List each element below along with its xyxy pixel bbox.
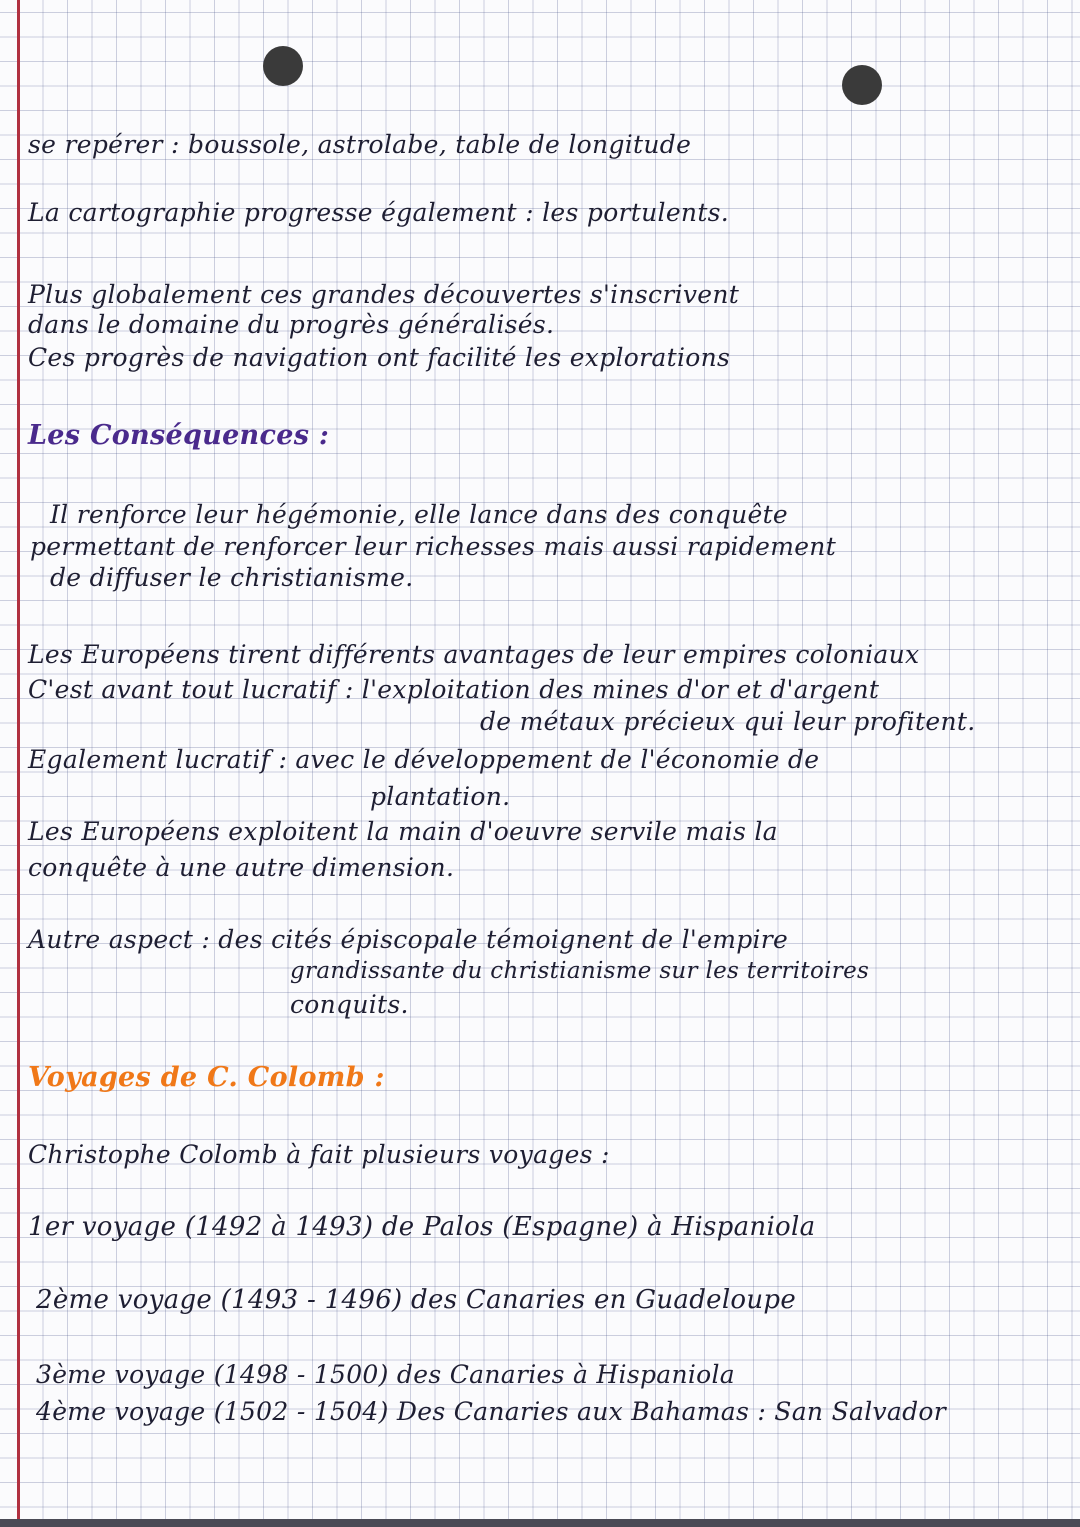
voyage-line: 4ème voyage (1502 - 1504) Des Canaries aux Bahamas : San Salvador bbox=[36, 1397, 947, 1426]
binder-hole-right bbox=[842, 65, 882, 105]
text-line: Autre aspect : des cités épiscopale témoignent de l'empire bbox=[28, 925, 789, 954]
text-line: permettant de renforcer leur richesses mais aussi rapidement bbox=[30, 532, 837, 561]
text-line: conquits. bbox=[290, 990, 409, 1019]
text-line: de diffuser le christianisme. bbox=[50, 563, 414, 592]
heading-consequences: Les Conséquences : bbox=[28, 420, 330, 451]
voyage-line: 3ème voyage (1498 - 1500) des Canaries à Hispaniola bbox=[36, 1360, 736, 1389]
text-line: Il renforce leur hégémonie, elle lance dans des conquête bbox=[50, 500, 789, 529]
text-line: plantation. bbox=[370, 782, 511, 811]
text-line: dans le domaine du progrès généralisés. bbox=[28, 310, 555, 339]
voyage-line: 2ème voyage (1493 - 1496) des Canaries en Guadeloupe bbox=[36, 1285, 797, 1315]
text-line: Plus globalement ces grandes découvertes s'inscrivent bbox=[28, 280, 740, 309]
text-line: Les Européens tirent différents avantages de leur empires coloniaux bbox=[28, 640, 920, 669]
text-line: grandissante du christianisme sur les territoires bbox=[290, 958, 870, 984]
text-line: C'est avant tout lucratif : l'exploitation des mines d'or et d'argent bbox=[28, 675, 880, 704]
text-line: de métaux précieux qui leur profitent. bbox=[480, 707, 976, 736]
text-line: Egalement lucratif : avec le développement de l'économie de bbox=[28, 745, 820, 774]
voyage-line: Christophe Colomb à fait plusieurs voyages : bbox=[28, 1140, 610, 1169]
voyage-line: 1er voyage (1492 à 1493) de Palos (Espagne) à Hispaniola bbox=[28, 1212, 816, 1242]
binder-hole-left bbox=[263, 46, 303, 86]
text-line: La cartographie progresse également : les portulents. bbox=[28, 198, 730, 227]
text-line: se repérer : boussole, astrolabe, table de longitude bbox=[28, 130, 692, 159]
text-line: Ces progrès de navigation ont facilité les explorations bbox=[28, 343, 731, 372]
text-line: Les Européens exploitent la main d'oeuvre servile mais la bbox=[28, 817, 778, 846]
margin-line bbox=[17, 0, 20, 1527]
page-bottom-edge bbox=[0, 1519, 1080, 1527]
text-line: conquête à une autre dimension. bbox=[28, 853, 455, 882]
heading-voyages: Voyages de C. Colomb : bbox=[28, 1062, 385, 1093]
